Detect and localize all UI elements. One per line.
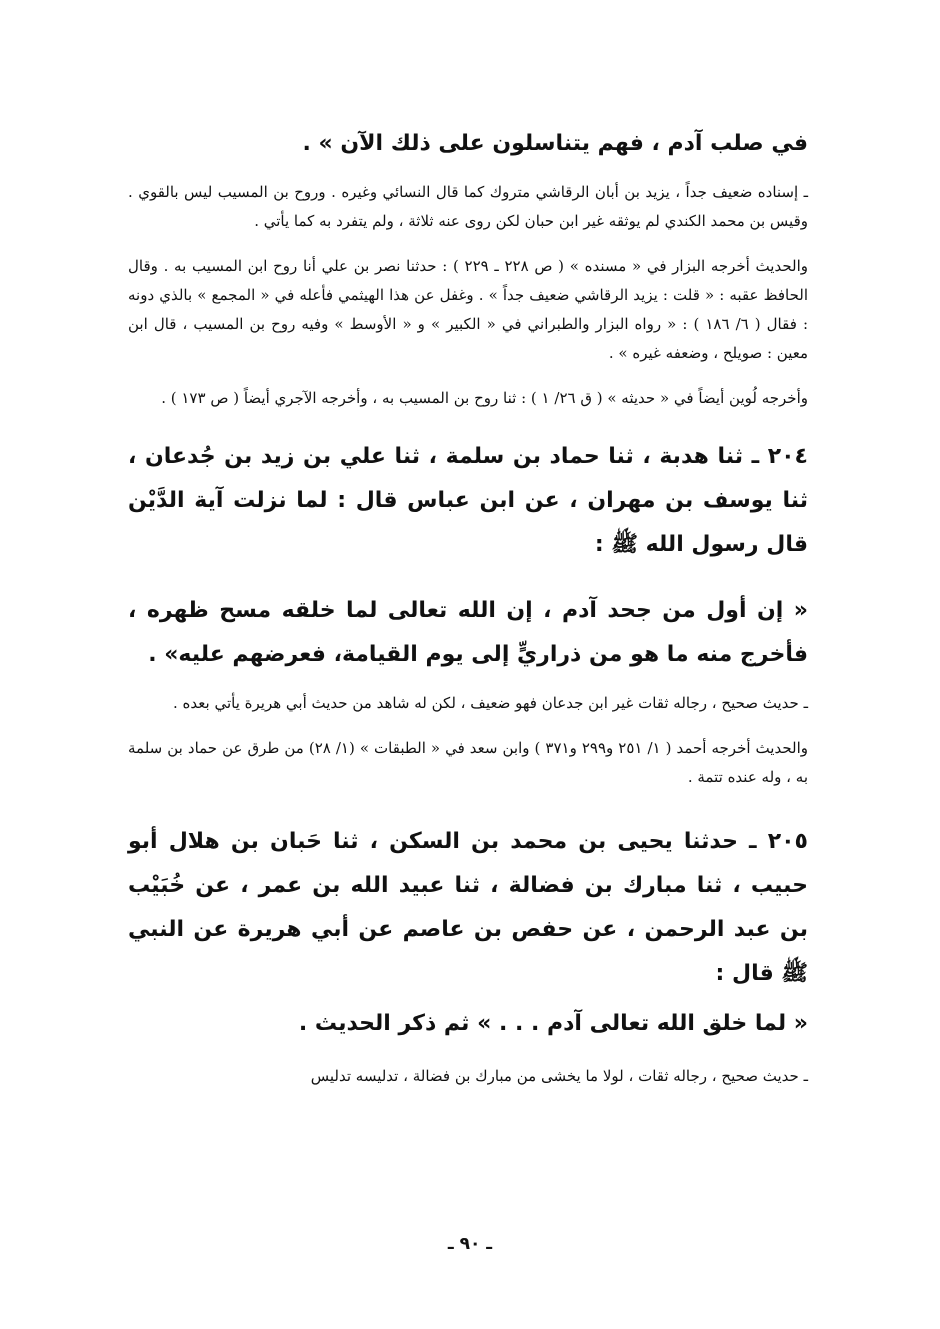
footnote-204-takhrij: والحديث أخرجه أحمد ( ١/ ٢٥١ و٢٩٩ و٣٧١ ) وابن سعد في « الطبقات » (١/ ٢٨) من طرق عن حماد بن سلمة به ، وله عنده تتمة . xyxy=(128,739,808,786)
intro-line: في صلب آدم ، فهم يتناسلون على ذلك الآن » . xyxy=(302,131,808,156)
hadith-205-matn: « لما خلق الله تعالى آدم . . . » ثم ذكر الحديث . xyxy=(298,1011,808,1036)
hadith-204-matn: « إن أول من جحد آدم ، إن الله تعالى لما خلقه مسح ظهره ، فأخرج منه ما هو من ذراريٍّ إلى يوم القيامة، فعرضهم عليه» . xyxy=(128,598,808,667)
hadith-205-isnad: ٢٠٥ ـ حدثنا يحيى بن محمد بن السكن ، ثنا حَبان بن هلال أبو حبيب ، ثنا مبارك بن فضالة ، ثنا عبيد الله بن عمر ، عن خُبَيْب بن عبد الرحمن ، عن حفص بن عاصم عن أبي هريرة عن النبي ﷺ قال : xyxy=(128,829,808,986)
footnote-205-grading: ـ حديث صحيح ، رجاله ثقات ، لولا ما يخشى من مبارك بن فضالة ، تدليسه تدليس xyxy=(310,1067,808,1085)
footnote-bazzar-takhrij: والحديث أخرجه البزار في « مسنده » ( ص ٢٢٨ ـ ٢٢٩ ) : حدثنا نصر بن علي أنا روح ابن المسيب به . وقال الحافظ عقبه : « قلت : يزيد الرقاشي ضعيف جداً » . وغفل عن هذا الهيثمي فأعله في « المجمع » بالذي دونه : فقال ( ٦/ ١٨٦ ) : « رواه البزار والطبراني في « الكبير » و « الأوسط » وفيه روح بن المسيب ، قال ابن معين : صويلح ، وضعفه غيره » . xyxy=(128,257,808,362)
footnote-luwayn-takhrij: وأخرجه لُوين أيضاً في « حديثه » ( ق ٢٦/ ١ ) : ثنا روح بن المسيب به ، وأخرجه الآجري أيضاً ( ص ١٧٣ ) . xyxy=(161,389,808,407)
footnote-204-grading: ـ حديث صحيح ، رجاله ثقات غير ابن جدعان فهو ضعيف ، لكن له شاهد من حديث أبي هريرة يأتي بعده . xyxy=(173,694,808,712)
page-number: ـ ٩٠ ـ xyxy=(447,1234,493,1254)
page-body xyxy=(128,122,808,1091)
footnote-isnad-grading: ـ إسناده ضعيف جداً ، يزيد بن أبان الرقاشي متروك كما قال النسائي وغيره . وروح بن المسيب ليس بالقوي . وقيس بن محمد الكندي لم يوثقه غير ابن حبان لكن روى عنه ثلاثة ، ولم يتفرد به كما يأتي . xyxy=(128,183,808,230)
hadith-204-isnad: ٢٠٤ ـ ثنا هدبة ، ثنا حماد بن سلمة ، ثنا علي بن زيد بن جُدعان ، ثنا يوسف بن مهران ، عن ابن عباس قال : لما نزلت آية الدَّيْن قال رسول الله ﷺ : xyxy=(128,444,808,557)
